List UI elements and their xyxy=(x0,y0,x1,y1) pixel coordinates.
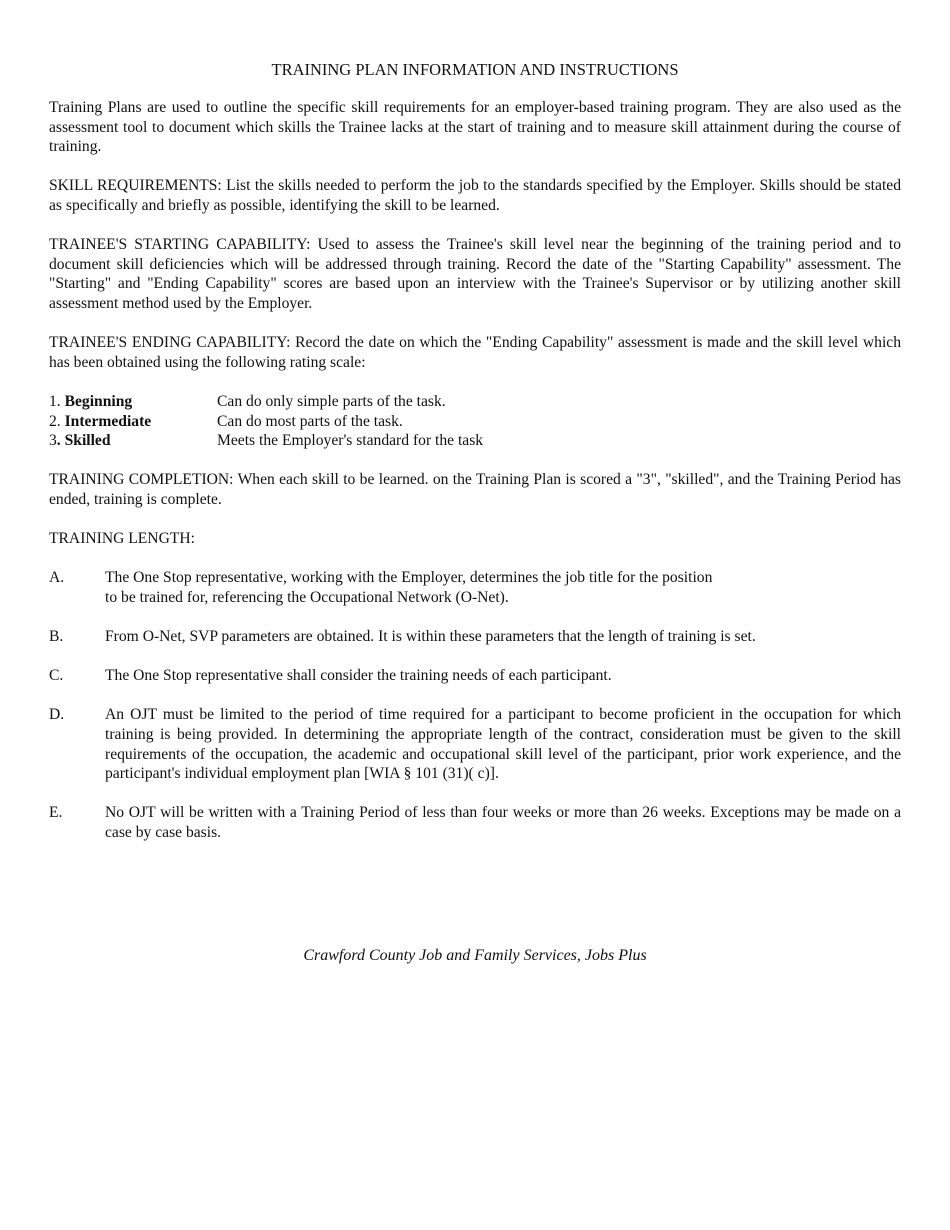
list-item xyxy=(49,705,901,783)
page-title: TRAINING PLAN INFORMATION AND INSTRUCTIONS xyxy=(271,60,679,79)
footer-agency: Crawford County Job and Family Services, Jobs Plus xyxy=(303,947,647,964)
list-text: From O-Net, SVP parameters are obtained. It is within these parameters that the length of training is set. xyxy=(105,628,756,646)
rating-description: Can do only simple parts of the task. xyxy=(217,392,446,410)
list-letter: B. xyxy=(49,628,64,646)
rating-label: . Skilled xyxy=(56,432,111,450)
list-item xyxy=(49,568,901,607)
skill-requirements-paragraph: SKILL REQUIREMENTS: List the skills needed to perform the job to the standards specified by the Employer. Skills should be stated as specifically and briefly as possible, identifying the skill to be learned. xyxy=(49,177,901,214)
rating-scale xyxy=(49,392,901,451)
rating-description: Meets the Employer's standard for the task xyxy=(217,432,484,450)
rating-description: Can do most parts of the task. xyxy=(217,412,403,430)
training-length-heading: TRAINING LENGTH: xyxy=(49,530,195,548)
list-letter: D. xyxy=(49,706,65,724)
list-text-line: The One Stop representative, working with the Employer, determines the job title for the position xyxy=(105,569,713,587)
list-letter: E. xyxy=(49,804,63,822)
ending-capability-paragraph: TRAINEE'S ENDING CAPABILITY: Record the date on which the "Ending Capability" assessment is made and the skill level which has been obtained using the following rating scale: xyxy=(49,334,901,371)
rating-scale-row xyxy=(49,392,901,412)
list-item xyxy=(49,803,901,842)
document-body xyxy=(49,60,901,862)
list-item xyxy=(49,627,901,647)
rating-number: 2. xyxy=(49,412,65,430)
list-text: No OJT will be written with a Training Period of less than four weeks or more than 26 weeks. Exceptions may be made on a case by case basis. xyxy=(105,804,901,841)
list-text: An OJT must be limited to the period of time required for a participant to become proficient in the occupation for which training is being provided. In determining the appropriate length of the contract, consideration must be given to the skill requirements of the occupation, the academic and occupational skill level of the participant, prior work experience, and the participant's individual employment plan [WIA § 101 (31)( c)]. xyxy=(105,706,901,783)
rating-scale-row xyxy=(49,412,901,432)
training-completion-paragraph: TRAINING COMPLETION: When each skill to be learned. on the Training Plan is scored a "3", "skilled", and the Training Period has ended, training is complete. xyxy=(49,471,901,508)
rating-number: 1. xyxy=(49,392,65,410)
list-text: The One Stop representative shall consider the training needs of each participant. xyxy=(105,667,612,685)
list-text-line: to be trained for, referencing the Occupational Network (O-Net). xyxy=(105,588,509,606)
intro-paragraph: Training Plans are used to outline the specific skill requirements for an employer-based training program. They are also used as the assessment tool to document which skills the Trainee lacks at the start of training and to measure skill attainment during the course of training. xyxy=(49,99,901,156)
list-letter: A. xyxy=(49,569,65,587)
rating-number: 3 xyxy=(49,432,57,450)
rating-label: Intermediate xyxy=(64,412,152,430)
rating-label: Beginning xyxy=(64,392,133,410)
list-item xyxy=(49,666,901,686)
rating-scale-row xyxy=(49,431,901,451)
list-letter: C. xyxy=(49,667,64,685)
starting-capability-paragraph: TRAINEE'S STARTING CAPABILITY: Used to assess the Trainee's skill level near the beginning of the training period and to document skill deficiencies which will be addressed through training. Record the date of the "Starting Capability" assessment. The "Starting" and "Ending Capability" scores are based upon an interview with the Trainee's Supervisor or by utilizing another skill assessment method used by the Employer. xyxy=(49,236,901,312)
